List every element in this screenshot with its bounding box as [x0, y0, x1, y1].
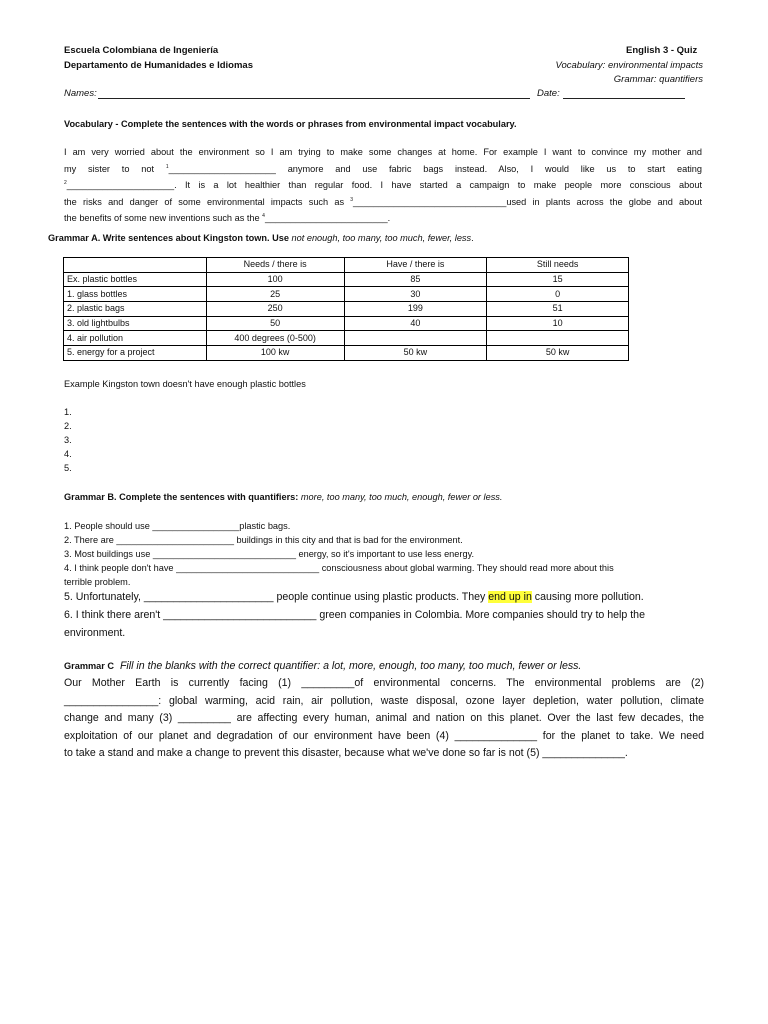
grammar-c-line-2[interactable]: ________________: global warming, acid rain, air pollution, waste disposal, ozone layer depletion, water pollution, climate: [64, 694, 704, 707]
table-row: 1. glass bottles 25 30 0: [64, 287, 629, 302]
grammar-b-item-4-cont: terrible problem.: [64, 577, 131, 587]
grammar-c-line-3[interactable]: change and many (3) _________ are affecting every human, animal and nation on this planet. Over the last few decades, the: [64, 712, 704, 724]
grammar-c-line-4[interactable]: exploitation of our planet and degradation of our environment have been (4) ______________ for the planet to take. We need: [64, 729, 704, 742]
grammar-b-item-4[interactable]: 4. I think people don't have ____________________________ consciousness about global warming. They should read more about this: [64, 563, 614, 573]
grammar-b-item-3[interactable]: 3. Most buildings use ____________________________ energy, so it's important to use less energy.: [64, 549, 475, 559]
answer-number-list: [64, 405, 72, 475]
grammar-c-instruction: Grammar C Fill in the blanks with the correct quantifier: a lot, more, enough, too many, too much, fewer or less.: [64, 660, 582, 672]
table-row: 3. old lightbulbs 50 40 10: [64, 316, 629, 331]
vocabulary-paragraph: [64, 145, 702, 226]
blank-1[interactable]: _____________________: [168, 163, 276, 174]
date-label: Date:: [537, 88, 560, 99]
course-title: English 3 - Quiz: [626, 45, 698, 56]
answer-line-5[interactable]: 5.: [64, 463, 72, 473]
table-row: 4. air pollution 400 degrees (0-500): [64, 331, 629, 346]
grammar-topic: Grammar: quantifiers: [613, 74, 703, 85]
grammar-c-paragraph: [64, 675, 704, 763]
names-label: Names:: [64, 88, 97, 99]
highlighted-phrase: end up in: [488, 591, 532, 603]
example-sentence: Example Kingston town doesn't have enough plastic bottles: [64, 379, 306, 389]
vocabulary-instruction: Vocabulary - Complete the sentences with the words or phrases from environmental impact vocabulary.: [64, 119, 517, 129]
vocab-line-2: my sister to not $^1$_____________________ anymore and use fabric bags instead. Also, I would like us to start eating: [64, 163, 703, 174]
answer-line-1[interactable]: 1.: [64, 407, 72, 417]
table-row: Ex. plastic bottles 100 85 15: [64, 272, 629, 287]
grammar-b-item-5[interactable]: 5. Unfortunately, ______________________ people continue using plastic products. They end up in causing more pollution.: [64, 591, 644, 603]
grammar-b-item-6-cont: environment.: [64, 627, 126, 639]
grammar-c-line-1[interactable]: Our Mother Earth is currently facing (1) _________of environmental concerns. The environmental problems are (2): [64, 677, 704, 689]
blank-4[interactable]: ________________________.: [264, 213, 391, 224]
vocab-line-3: $^2$_____________________. It is a lot healthier than regular food. I have started a campaign to make people more conscious about: [64, 180, 702, 191]
table-row: 5. energy for a project 100 kw 50 kw 50 kw: [64, 346, 629, 361]
table-header-row: Needs / there is Have / there is Still needs: [64, 258, 629, 273]
names-field[interactable]: [98, 88, 530, 99]
grammar-a-instruction: Grammar A. Write sentences about Kingston town. Use not enough, too many, too much, fewer, less.: [48, 233, 474, 243]
department-name: Departamento de Humanidades e Idiomas: [64, 60, 253, 71]
answer-line-4[interactable]: 4.: [64, 449, 72, 459]
grammar-c-line-5[interactable]: to take a stand and make a change to prevent this disaster, because what we've done so far is not (5) ______________.: [64, 747, 628, 759]
table-row: 2. plastic bags 250 199 51: [64, 302, 629, 317]
grammar-b-item-2[interactable]: 2. There are _______________________ buildings in this city and that is bad for the environment.: [64, 535, 463, 545]
vocab-line-1: I am very worried about the environment so I am trying to make some changes at home. For example I want to convince my mother and: [64, 147, 702, 157]
grammar-b-instruction: Grammar B. Complete the sentences with quantifiers: more, too many, too much, enough, fewer or less.: [64, 492, 503, 502]
grammar-b-item-6[interactable]: 6. I think there aren't __________________________ green companies in Colombia. More companies should try to help the: [64, 609, 645, 621]
blank-3[interactable]: ______________________________used in plants across the globe and about: [353, 196, 703, 207]
school-name: Escuela Colombiana de Ingeniería: [64, 45, 219, 56]
blank-2[interactable]: _____________________. It is a lot healthier than regular food. I have started a campaign to make people more conscious about: [66, 180, 702, 191]
answer-line-3[interactable]: 3.: [64, 435, 72, 445]
vocab-topic: Vocabulary: environmental impacts: [555, 60, 703, 71]
kingston-table: [63, 257, 629, 361]
answer-line-2[interactable]: 2.: [64, 421, 72, 431]
vocab-line-4: the risks and danger of some environmental impacts such as $^3$______________________________used in plants across the globe and about: [64, 196, 703, 207]
vocab-line-5: the benefits of some new inventions such as the $^4$________________________.: [64, 213, 391, 224]
grammar-b-item-1[interactable]: 1. People should use _________________plastic bags.: [64, 521, 291, 531]
date-field[interactable]: [563, 88, 685, 99]
